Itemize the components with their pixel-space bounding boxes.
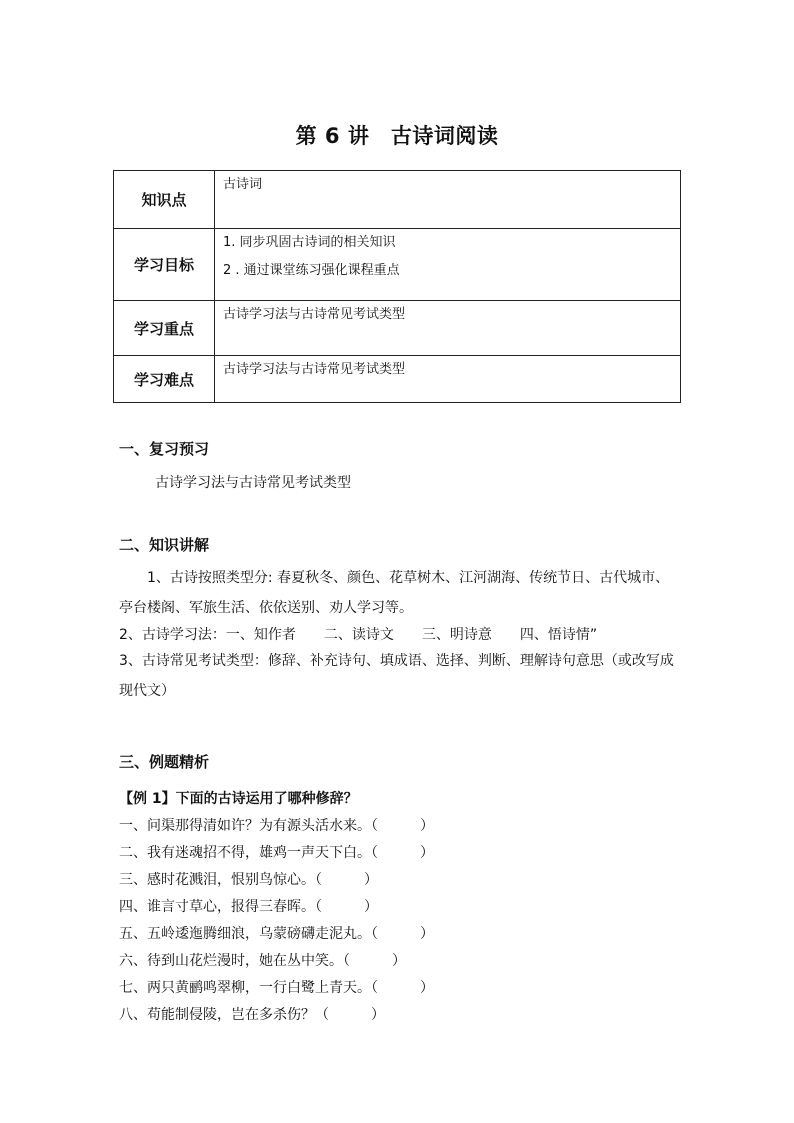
page-title: 第 6 讲 古诗词阅读 — [295, 124, 499, 148]
content-line: 古诗学习法与古诗常见考试类型 — [223, 362, 406, 377]
row-label-focus: 学习重点 — [114, 301, 215, 356]
section-heading-review: 一、复习预习 — [119, 440, 210, 458]
question-item: 一、问渠那得清如许？为有源头活水来。（ ） — [119, 818, 434, 834]
question-item: 六、待到山花烂漫时，她在丛中笑。（ ） — [119, 953, 406, 969]
question-item: 七、两只黄鹂鸣翠柳，一行白鹭上青天。（ ） — [119, 980, 434, 996]
row-content-knowledge — [215, 171, 681, 229]
content-line: 古诗学习法与古诗常见考试类型 — [223, 307, 406, 322]
review-text: 古诗学习法与古诗常见考试类型 — [155, 475, 351, 491]
row-content-focus — [215, 301, 681, 356]
row-label-goals: 学习目标 — [114, 229, 215, 301]
question-item: 五、五岭逶迤腾细浪，乌蒙磅礴走泥丸。（ ） — [119, 926, 434, 942]
content-line: 2 . 通过课堂练习强化课程重点 — [223, 263, 400, 278]
row-content-difficulty — [215, 356, 681, 403]
row-label-difficulty: 学习难点 — [114, 356, 215, 403]
content-line: 古诗词 — [223, 177, 263, 192]
lesson-info-table — [113, 170, 681, 403]
question-item: 八、苟能制侵陵，岂在多杀伤？（ ） — [119, 1007, 385, 1023]
question-item: 二、我有迷魂招不得，雄鸡一声天下白。（ ） — [119, 845, 434, 861]
knowledge-paragraph-3: 3、古诗常见考试类型：修辞、补充诗句、填成语、选择、判断、理解诗句意思（或改写成现代文） — [119, 653, 674, 699]
row-content-goals — [215, 229, 681, 301]
table-row — [114, 301, 681, 356]
knowledge-paragraph-1: 1、古诗按照类型分: 春夏秋冬、颜色、花草树木、江河湖海、传统节日、古代城市、亭台楼阁、军旅生活、依依送别、劝人学习等。 — [119, 570, 670, 616]
row-label-knowledge: 知识点 — [114, 171, 215, 229]
example-question-list — [119, 786, 679, 1029]
section-heading-knowledge: 二、知识讲解 — [119, 536, 210, 554]
question-item: 四、谁言寸草心，报得三春晖。（ ） — [119, 899, 378, 915]
section-heading-examples: 三、例题精析 — [119, 753, 210, 771]
content-line: 1. 同步巩固古诗词的相关知识 — [223, 235, 396, 250]
table-row — [114, 229, 681, 301]
knowledge-paragraph-2: 2、古诗学习法：一、知作者 二、读诗文 三、明诗意 四、悟诗情” — [119, 627, 598, 643]
table-row — [114, 171, 681, 229]
question-item: 三、感时花溅泪，恨别鸟惊心。（ ） — [119, 872, 378, 888]
example-title: 【例 1】下面的古诗运用了哪种修辞？ — [119, 791, 358, 807]
table-row — [114, 356, 681, 403]
